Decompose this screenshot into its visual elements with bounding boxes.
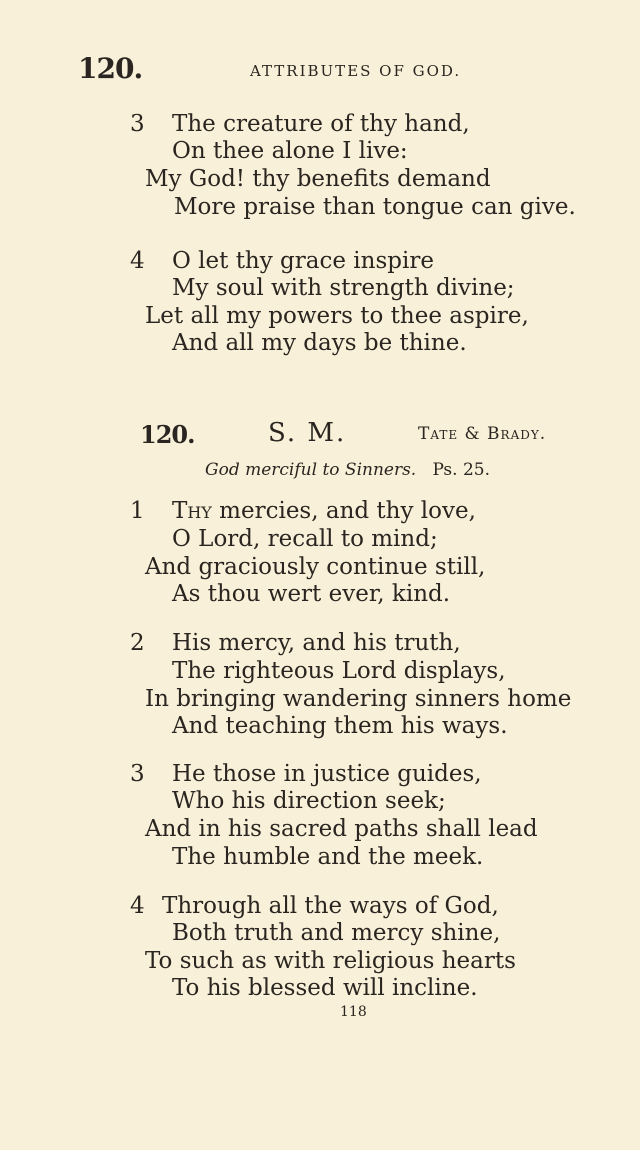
verse-line: He those in justice guides, — [172, 761, 482, 787]
verse-line: As thou wert ever, kind. — [172, 581, 451, 607]
verse-line: And in his sacred paths shall lead — [145, 816, 538, 842]
verse-line: On thee alone I live: — [172, 138, 408, 164]
subtitle-text: God merciful to Sinners. — [205, 460, 417, 480]
verse-line: O let thy grace inspire — [172, 248, 434, 274]
verse-line-rest: mercies, and thy love, — [211, 498, 476, 524]
verse-line: And graciously continue still, — [145, 554, 486, 580]
stanza-number: 3 — [130, 111, 145, 137]
stanza-number: 2 — [130, 630, 145, 656]
stanza-number: 4 — [130, 248, 145, 274]
verse-line: More praise than tongue can give. — [174, 194, 576, 220]
verse-line: The humble and the meek. — [172, 844, 484, 870]
verse-line: Let all my powers to thee aspire, — [145, 303, 529, 329]
hymn-meter: S. M. — [268, 418, 347, 448]
stanza-number: 4 — [130, 893, 145, 919]
stanza-number: 1 — [130, 498, 145, 524]
hymn-subtitle — [205, 460, 490, 480]
psalm-reference: Ps. 25. — [432, 460, 490, 480]
hymn-number: 120. — [140, 420, 195, 449]
stanza-number: 3 — [130, 761, 145, 787]
verse-line: My soul with strength divine; — [172, 275, 515, 301]
running-head-title: ATTRIBUTES OF GOD. — [250, 62, 462, 80]
page-number: 118 — [340, 1004, 367, 1020]
verse-line: His mercy, and his truth, — [172, 630, 461, 656]
verse-line: O Lord, recall to mind; — [172, 526, 438, 552]
verse-line: And teaching them his ways. — [172, 713, 508, 739]
verse-line — [172, 500, 476, 523]
verse-line: Who his direction seek; — [172, 788, 446, 814]
verse-line: My God! thy benefits demand — [145, 166, 491, 192]
verse-line: Through all the ways of God, — [162, 893, 499, 919]
verse-line: To such as with religious hearts — [145, 948, 516, 974]
drop-word: Thy — [172, 498, 212, 524]
verse-line: In bringing wandering sinners home — [145, 686, 572, 712]
verse-line: To his blessed will incline. — [172, 975, 478, 1001]
verse-line: The righteous Lord displays, — [172, 658, 506, 684]
running-head-number: 120. — [78, 52, 143, 85]
verse-line: And all my days be thine. — [172, 330, 467, 356]
hymn-author: Tate & Brady. — [418, 424, 547, 444]
verse-line: The creature of thy hand, — [172, 111, 470, 137]
verse-line: Both truth and mercy shine, — [172, 920, 501, 946]
